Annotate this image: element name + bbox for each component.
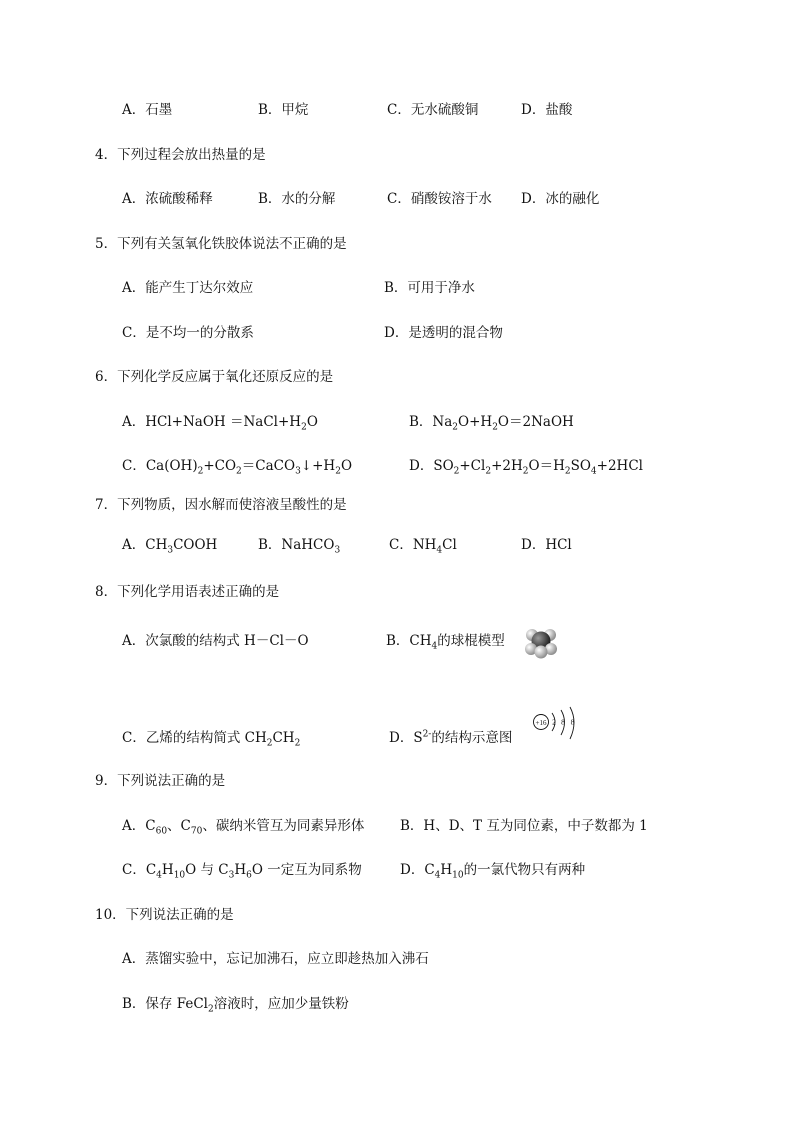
q5-option-b: B．可用于净水 bbox=[384, 280, 475, 296]
q7-option-d: D．HCl bbox=[521, 537, 572, 553]
q6-option-d: D．$SO_2+Cl_2+2H_2O=H_2SO_4+2HCl$ bbox=[409, 458, 643, 477]
q8-option-d: D．$S^{2-}$的结构示意图 bbox=[389, 729, 513, 746]
q10-option-a: A．蒸馏实验中，忘记加沸石，应立即趁热加入沸石 bbox=[122, 951, 429, 967]
nucleus-charge: +16 bbox=[535, 718, 547, 727]
q6-option-c: C．$Ca(OH)_2+CO_2=CaCO_3↓+H_2O$ bbox=[122, 458, 353, 477]
q6-option-b: B．$Na_2O+H_2O=2NaOH$ bbox=[409, 414, 574, 433]
q5-option-d: D．是透明的混合物 bbox=[384, 325, 503, 341]
q4-option-c: C．硝酸铵溶于水 bbox=[387, 191, 492, 207]
q6-stem: 6．下列化学反应属于氧化还原反应的是 bbox=[95, 369, 334, 385]
q4-option-d: D．冰的融化 bbox=[521, 191, 600, 207]
q7-stem: 7．下列物质，因水解而使溶液呈酸性的是 bbox=[95, 497, 347, 513]
q4-option-a: A．浓硫酸稀释 bbox=[122, 191, 213, 207]
q5-option-c: C．是不均一的分散系 bbox=[122, 325, 254, 341]
shell-3-count: 8 bbox=[570, 717, 575, 727]
q3-option-c: C．无水硫酸铜 bbox=[387, 102, 479, 118]
shell-2-count: 8 bbox=[561, 717, 565, 727]
q9-option-d: D．$C_4H_{10}$的一氯代物只有两种 bbox=[400, 862, 586, 881]
q5-stem: 5．下列有关氢氧化铁胶体说法不正确的是 bbox=[95, 236, 347, 252]
q3-option-d: D．盐酸 bbox=[521, 102, 573, 118]
q7-option-c: C．$NH_4Cl$ bbox=[389, 537, 457, 556]
q6-option-a: A．HCl+NaOH $=NaCl+H_2O$ bbox=[122, 414, 318, 433]
q8-option-a: A．次氯酸的结构式 H－Cl－O bbox=[122, 633, 309, 649]
q8-option-c: C．乙烯的结构简式 $CH_2CH_2$ bbox=[122, 730, 301, 749]
q3-option-b: B．甲烷 bbox=[258, 102, 309, 118]
shell-1-count: 2 bbox=[552, 717, 556, 727]
q10-option-b: B．保存 FeCl$_2$溶液时，应加少量铁粉 bbox=[122, 996, 349, 1015]
q4-stem: 4．下列过程会放出热量的是 bbox=[95, 147, 266, 163]
q3-option-a: A．石墨 bbox=[122, 102, 173, 118]
q7-option-a: A．$CH_3COOH$ bbox=[122, 537, 218, 556]
q9-option-c: C．$C_4H_{10}O$ 与 $C_3H_6O$ 一定互为同系物 bbox=[122, 862, 362, 881]
q4-option-b: B．水的分解 bbox=[258, 191, 336, 207]
methane-ball-stick-model bbox=[520, 624, 562, 660]
q8-option-b: B．$CH_4$的球棍模型 bbox=[386, 633, 505, 652]
q8-stem: 8．下列化学用语表述正确的是 bbox=[95, 584, 280, 600]
sulfide-ion-structure-diagram bbox=[533, 705, 583, 749]
q9-option-a: A．$C_{60}$、$C_{70}$、碳纳米管互为同素异形体 bbox=[122, 818, 365, 837]
q9-option-b: B．H、D、T 互为同位素，中子数都为 1 bbox=[400, 818, 648, 834]
q9-stem: 9．下列说法正确的是 bbox=[95, 773, 226, 789]
q5-option-a: A．能产生丁达尔效应 bbox=[122, 280, 254, 296]
q7-option-b: B．NaHCO$_3$ bbox=[258, 537, 341, 556]
q10-stem: 10．下列说法正确的是 bbox=[95, 907, 234, 923]
